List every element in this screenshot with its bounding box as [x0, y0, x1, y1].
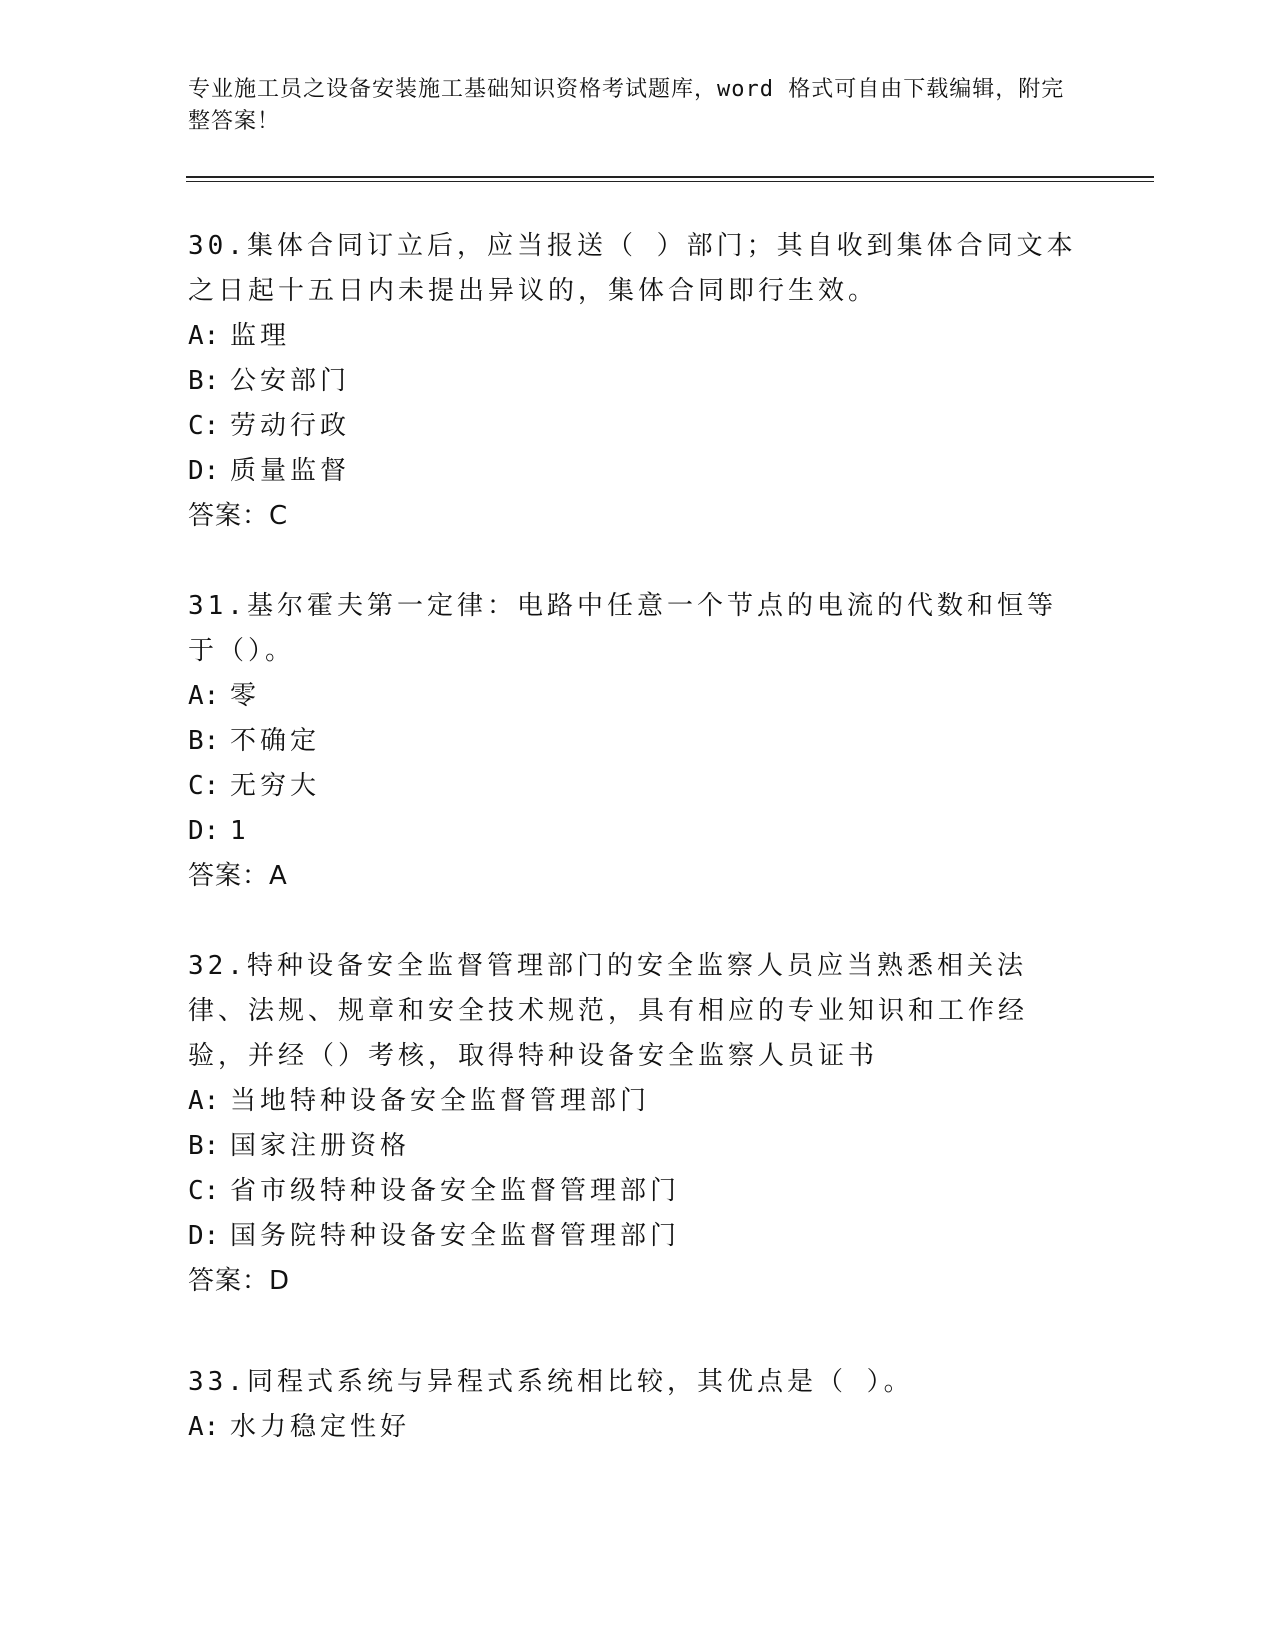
option-text: 公安部门: [230, 366, 351, 396]
option-text: 省市级特种设备安全监督管理部门: [230, 1176, 681, 1206]
header-divider-thin: [186, 181, 1154, 182]
option-key: A:: [188, 681, 220, 711]
option-text: 监理: [230, 321, 291, 351]
option-text: 无穷大: [230, 771, 321, 801]
question-stem: 30.集体合同订立后，应当报送（ ）部门；其自收到集体合同文本之日起十五日内未提出异议的，集体合同即行生效。: [188, 231, 1077, 306]
question-stem: 33.同程式系统与异程式系统相比较，其优点是（ ）。: [188, 1367, 914, 1397]
header-divider-thick: [186, 176, 1154, 178]
option-key: C:: [188, 411, 220, 441]
option-text: 1: [230, 816, 250, 846]
option-c: [188, 764, 1078, 809]
option-d: [188, 449, 1078, 494]
option-text: 劳动行政: [230, 411, 351, 441]
option-c: [188, 1169, 1078, 1214]
option-key: A:: [188, 1412, 220, 1442]
answer-line: 答案：A: [188, 861, 288, 891]
option-a: [188, 1079, 1078, 1124]
question-30: [188, 224, 1078, 539]
option-key: B:: [188, 366, 220, 396]
question-stem: 31.基尔霍夫第一定律：电路中任意一个节点的电流的代数和恒等于（）。: [188, 591, 1057, 666]
question-stem: 32.特种设备安全监督管理部门的安全监察人员应当熟悉相关法律、法规、规章和安全技术规范，具有相应的专业知识和工作经验，并经（）考核，取得特种设备安全监察人员证书: [188, 951, 1029, 1071]
option-text: 国务院特种设备安全监督管理部门: [230, 1221, 681, 1251]
option-text: 质量监督: [230, 456, 351, 486]
option-d: [188, 1214, 1078, 1259]
option-a: [188, 674, 1078, 719]
option-key: A:: [188, 1086, 220, 1116]
document-intro: 专业施工员之设备安装施工基础知识资格考试题库，word 格式可自由下载编辑，附完整答案！: [188, 77, 1065, 134]
option-d: [188, 809, 1078, 854]
option-a: [188, 1405, 1078, 1450]
option-a: [188, 314, 1078, 359]
option-key: D:: [188, 816, 220, 846]
option-text: 当地特种设备安全监督管理部门: [230, 1086, 651, 1116]
option-key: A:: [188, 321, 220, 351]
option-key: C:: [188, 1176, 220, 1206]
option-key: D:: [188, 1221, 220, 1251]
option-key: C:: [188, 771, 220, 801]
option-b: [188, 1124, 1078, 1169]
question-32: [188, 944, 1078, 1304]
option-b: [188, 359, 1078, 404]
option-c: [188, 404, 1078, 449]
option-text: 国家注册资格: [230, 1131, 411, 1161]
answer-line: 答案：C: [188, 501, 289, 531]
option-text: 水力稳定性好: [230, 1412, 411, 1442]
answer-line: 答案：D: [188, 1266, 291, 1296]
option-key: B:: [188, 1131, 220, 1161]
option-b: [188, 719, 1078, 764]
option-text: 不确定: [230, 726, 321, 756]
option-key: D:: [188, 456, 220, 486]
option-text: 零: [230, 681, 261, 711]
option-key: B:: [188, 726, 220, 756]
question-33: [188, 1360, 1078, 1450]
question-31: [188, 584, 1078, 899]
